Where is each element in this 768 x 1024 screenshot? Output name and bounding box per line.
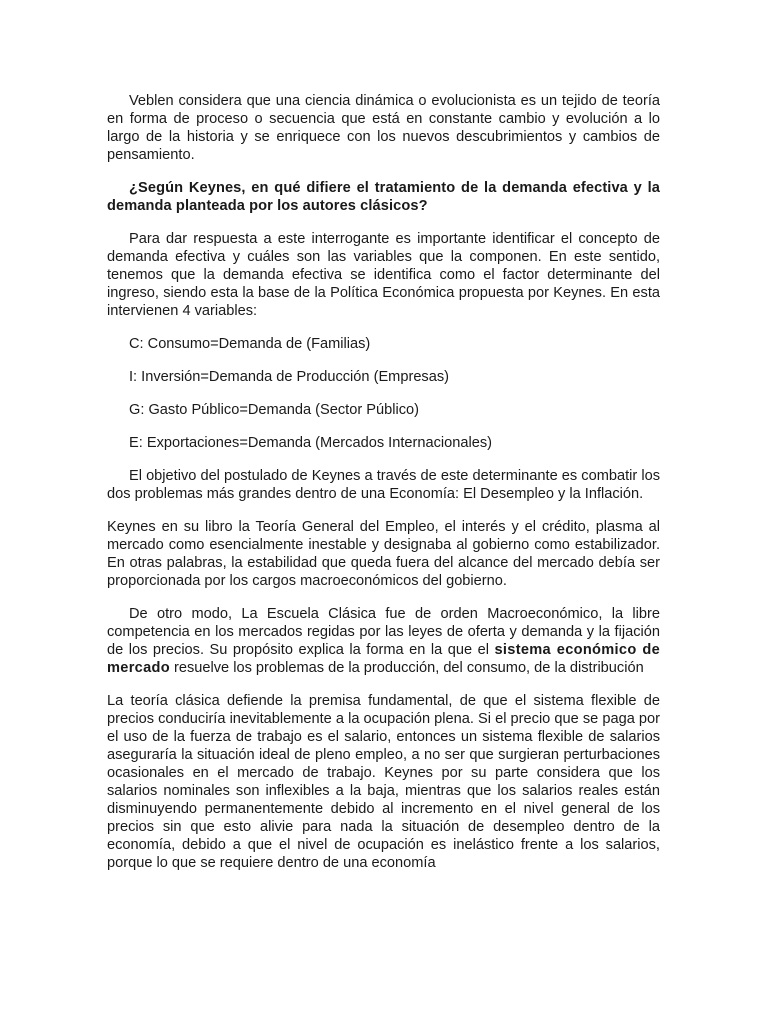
paragraph-escuela-clasica-text-1: De otro modo, La Escuela Clásica fue de orden Macroeconómico, la libre competencia en los mercados regidas por las leyes de oferta y demanda y la fijación de los precios. Su propósito explica la forma en la que el xyxy=(107,606,660,658)
document-page xyxy=(107,92,660,887)
paragraph-escuela-clasica-text-2: resuelve los problemas de la producción, del consumo, de la distribución xyxy=(169,660,644,676)
variable-consumo: C: Consumo=Demanda de (Familias) xyxy=(129,336,371,352)
bold-term-sistema-economico: sistema económico de mercado xyxy=(107,642,660,676)
variable-gasto-publico: G: Gasto Público=Demanda (Sector Público) xyxy=(129,402,419,418)
paragraph-teoria-general: Keynes en su libro la Teoría General del Empleo, el interés y el crédito, plasma al mercado como esencialmente inestable y designaba al gobierno como estabilizador. En otras palabras, la estabilidad que queda fuera del alcance del mercado debía ser proporcionada por los cargos macroeconómicos del gobierno. xyxy=(107,519,660,589)
paragraph-veblen: Veblen considera que una ciencia dinámica o evolucionista es un tejido de teoría en forma de proceso o secuencia que está en constante cambio y evolución a lo largo de la historia y se enriquece con los nuevos descubrimientos y cambios de pensamiento. xyxy=(107,93,660,163)
paragraph-demanda-efectiva: Para dar respuesta a este interrogante es importante identificar el concepto de demanda efectiva y cuáles son las variables que la componen. En este sentido, tenemos que la demanda efectiva se identifica como el factor determinante del ingreso, siendo esta la base de la Política Económica propuesta por Keynes. En esta intervienen 4 variables: xyxy=(107,231,660,319)
paragraph-escuela-clasica xyxy=(107,605,660,677)
variable-exportaciones: E: Exportaciones=Demanda (Mercados Internacionales) xyxy=(129,435,493,451)
question-heading: ¿Según Keynes, en qué difiere el tratamiento de la demanda efectiva y la demanda planteada por los autores clásicos? xyxy=(107,180,660,214)
paragraph-objetivo: El objetivo del postulado de Keynes a través de este determinante es combatir los dos problemas más grandes dentro de una Economía: El Desempleo y la Inflación. xyxy=(107,468,660,502)
paragraph-teoria-clasica: La teoría clásica defiende la premisa fundamental, de que el sistema flexible de precios conduciría inevitablemente a la ocupación plena. Si el precio que se paga por el uso de la fuerza de trabajo es el salario, entonces un sistema flexible de salarios aseguraría la situación ideal de pleno empleo, a no ser que surgieran perturbaciones ocasionales en el mercado de trabajo. Keynes por su parte considera que los salarios nominales son inflexibles a la baja, mientras que los salarios reales están disminuyendo permanentemente debido al incremento en el nivel general de los precios sin que esto alivie para nada la situación de desempleo dentro de la economía, debido a que el nivel de ocupación es inelástico frente a los salarios, porque lo que se requiere dentro de una economía xyxy=(107,693,660,871)
variable-inversion: I: Inversión=Demanda de Producción (Empresas) xyxy=(129,369,450,385)
